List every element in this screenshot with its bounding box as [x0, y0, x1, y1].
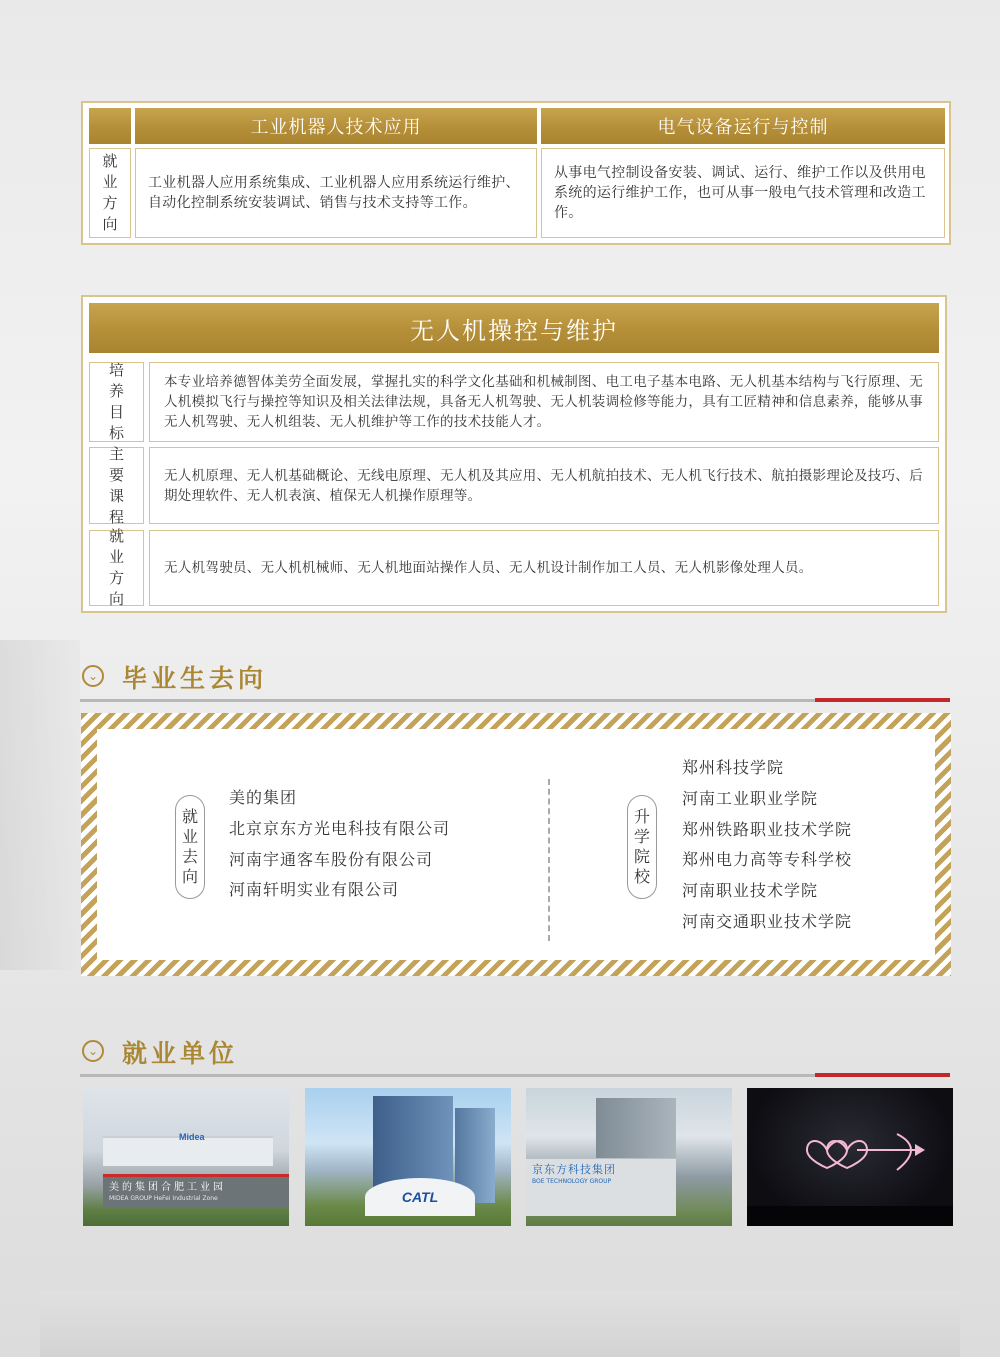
employers-section-heading — [80, 1034, 950, 1078]
header-electrical-equipment: 电气设备运行与控制 — [541, 108, 945, 144]
main-courses-text: 无人机原理、无人机基础概论、无线电原理、无人机及其应用、无人机航拍技术、无人机飞行技术、航拍摄影理论及技巧、后期处理软件、无人机表演、植保无人机操作原理等。 — [164, 467, 923, 504]
list-item: 美的集团 — [229, 788, 298, 807]
list-item: 河南宇通客车股份有限公司 — [229, 849, 434, 869]
list-item: 河南职业技术学院 — [682, 881, 819, 901]
drone-employment-label: 就 业 方 向 — [89, 530, 144, 606]
catl-logo: CATL — [401, 1189, 439, 1205]
cell-electrical-equipment — [541, 148, 945, 238]
graduates-box — [81, 713, 951, 976]
industrial-robot-employment-text: 工业机器人应用系统集成、工业机器人应用系统运行维护、自动化控制系统安装调试、销售与技术支持等工作。 — [148, 175, 520, 211]
drone-employment-text: 无人机驾驶员、无人机机械师、无人机地面站操作人员、无人机设计制作加工人员、无人机影像处理人员。 — [164, 560, 813, 576]
employers-section-title: 就业单位 — [122, 1039, 239, 1068]
drone-major-title: 无人机操控与维护 — [89, 303, 939, 353]
training-goal-label: 培 养 目 标 — [89, 362, 144, 442]
training-goal-cell — [149, 362, 939, 442]
main-courses-label: 主 要 课 程 — [89, 447, 144, 524]
schools-list — [682, 753, 852, 938]
heart-arrow-lights-icon — [747, 1088, 953, 1226]
list-item: 郑州电力高等专科学校 — [682, 850, 853, 870]
section-divider-accent — [815, 698, 950, 702]
section-divider-accent — [815, 1073, 950, 1077]
background-building-left — [0, 640, 80, 970]
header-industrial-robot: 工业机器人技术应用 — [135, 108, 537, 144]
drone-major-table — [81, 295, 947, 613]
employment-pill: 就 业 去 向 — [175, 795, 205, 899]
graduates-box-inner — [97, 729, 935, 960]
boe-sign: 京东方科技集团 BOE TECHNOLOGY GROUP — [526, 1158, 676, 1216]
cell-industrial-robot — [135, 148, 537, 238]
graduates-section-heading — [80, 659, 950, 703]
drone-employment-cell — [149, 530, 939, 606]
schools-pill: 升 学 院 校 — [627, 795, 657, 899]
midea-logo: Midea — [179, 1132, 205, 1142]
list-item: 河南轩明实业有限公司 — [229, 880, 400, 900]
chevron-down-icon: ⌄ — [82, 1040, 104, 1062]
list-item: 郑州铁路职业技术学院 — [682, 819, 853, 839]
list-item: 河南工业职业学院 — [682, 788, 819, 808]
employment-list — [229, 783, 450, 906]
employment-direction-label: 就 业 方 向 — [89, 148, 131, 238]
midea-sign: 美的集团合肥工业园 MIDEA GROUP HeFei Industrial Zone — [103, 1174, 289, 1208]
list-item: 河南交通职业技术学院 — [682, 911, 853, 931]
majors-table — [81, 101, 951, 245]
list-item: 北京京东方光电科技有限公司 — [229, 818, 451, 838]
background-building-bottom — [40, 1290, 960, 1357]
chevron-down-icon: ⌄ — [82, 665, 104, 687]
main-courses-cell — [149, 447, 939, 524]
training-goal-text: 本专业培养德智体美劳全面发展，掌握扎实的科学文化基础和机械制图、电工电子基本电路、无人机基本结构与飞行原理、无人机模拟飞行与操控等知识及相关法律法规，具备无人机驾驶、无人机装调检修等能力，具有工匠精神和信息素养，能够从事无人机驾驶、无人机组装、无人机维护等工作的技术技能人才。 — [164, 374, 923, 430]
dashed-divider — [548, 779, 550, 941]
photo-midea — [83, 1088, 289, 1226]
corner-header — [89, 108, 131, 144]
graduates-section-title: 毕业生去向 — [122, 664, 268, 693]
photo-drone-show — [747, 1088, 953, 1226]
photo-catl — [305, 1088, 511, 1226]
list-item: 郑州科技学院 — [682, 758, 785, 777]
photo-boe — [526, 1088, 732, 1226]
electrical-employment-text: 从事电气控制设备安装、调试、运行、维护工作以及供用电系统的运行维护工作，也可从事一般电气技术管理和改造工作。 — [554, 165, 926, 221]
